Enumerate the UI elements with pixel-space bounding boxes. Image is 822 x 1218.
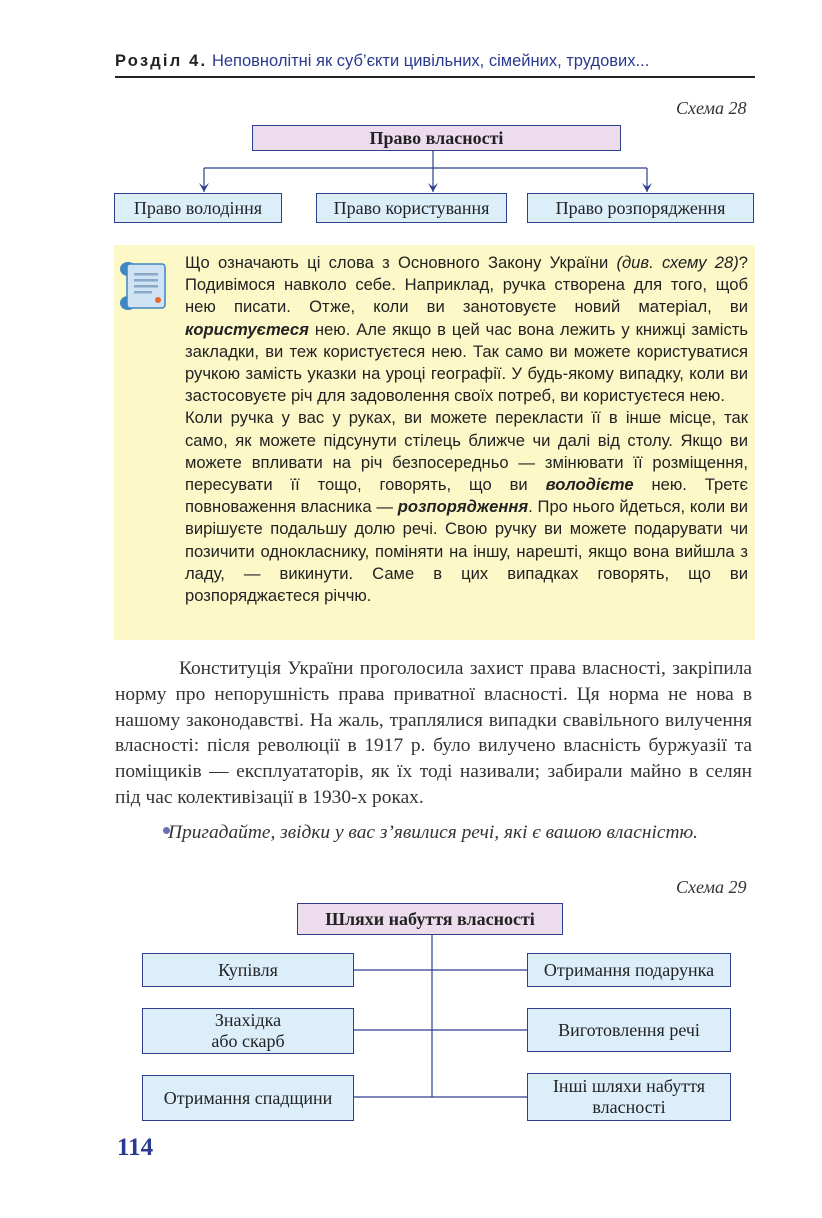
scheme-29-find: Знахідка або скарб bbox=[142, 1008, 354, 1054]
scheme-28-leaf-disposal: Право розпорядження bbox=[527, 193, 754, 223]
scheme-reference: (див. схему 28) bbox=[616, 253, 739, 272]
note-text-run: . Про нього йдеться, коли ви вирішуєте подальшу долю речі. Свою ручку ви можете подарувати чи позичити однокласнику, поміняти на іншу, нарешті, якщо вона вийшла з ладу, — викинути. Саме в цих випадках говорять, що ви розпоряджаєтеся річчю. bbox=[185, 497, 748, 606]
section-title: Неповнолітні як суб’єкти цивільних, сімейних, трудових... bbox=[211, 52, 650, 70]
scheme-28-leaf-use: Право користування bbox=[316, 193, 507, 223]
main-text bbox=[115, 656, 752, 811]
scheme-29-top-box: Шляхи набуття власності bbox=[297, 903, 563, 935]
scheme-28-top-box: Право власності bbox=[252, 125, 621, 151]
task-text: Пригадайте, звідки у вас з’явилися речі, які є вашою власністю. bbox=[168, 822, 698, 843]
scheme-28-leaf-possession: Право володіння bbox=[114, 193, 282, 223]
note-text-run: ? Подивімося навколо себе. Наприклад, ручка створена для того, щоб нею писати. Отже, коли ви занотовуєте новий матеріал, ви bbox=[185, 253, 748, 317]
scheme-29-label: Схема 29 bbox=[676, 877, 747, 897]
scheme-29-gift: Отримання подарунка bbox=[527, 953, 731, 987]
main-paragraph: Конституція України проголосила захист права власності, закріпила норму про непорушність права приватної власності. Ця норма не нова в нашому законодавстві. На жаль, траплялися випадки свавільного вилучення власності: після революції в 1917 р. було вилучено власність буржуазії та поміщиків — експлуататорів, як їх тоді називали; забирали майно в селян під час колективізації в 1930-х роках. bbox=[115, 658, 752, 808]
section-number: Розділ 4. bbox=[115, 52, 208, 70]
note-paragraph-1 bbox=[185, 252, 748, 407]
note-text-run: нею. Але якщо в цей час вона лежить у книжці замість закладки, ви теж користуєтеся нею. Так само ви можете користуватися ручкою замість указки на уроці географії. У будь-якому випадку, коли ви застосовуєте річ для задоволення своїх потреб, ви користуєтеся нею. bbox=[185, 319, 748, 406]
term-use: користуєтеся bbox=[185, 319, 309, 339]
note-text-run: нею. Третє повноваження власника — bbox=[185, 475, 748, 517]
scheme-29-other: Інші шляхи набуття власності bbox=[527, 1073, 731, 1121]
page-number: 114 bbox=[117, 1134, 154, 1161]
document-note-icon bbox=[118, 259, 174, 313]
note-text-run: Що означають ці слова з Основного Закону України bbox=[185, 253, 617, 272]
term-possession: володієте bbox=[545, 475, 634, 495]
scheme-29-connectors bbox=[353, 934, 528, 1097]
scheme-28-connectors bbox=[204, 150, 647, 192]
scheme-28-label: Схема 28 bbox=[676, 98, 747, 118]
scheme-29-making: Виготовлення речі bbox=[527, 1008, 731, 1052]
note-text-run: Коли ручка у вас у руках, ви можете перекласти її в інше місце, так само, як можете підсунути стілець ближче чи далі від столу. Якщо ви можете впливати на річ безпосередньо — змінювати її розміщення, пересувати її тощо, говорять, що ви bbox=[185, 408, 748, 495]
term-disposal: розпорядження bbox=[397, 497, 529, 517]
note-paragraph-2 bbox=[185, 407, 748, 607]
scheme-29-inheritance: Отримання спадщини bbox=[142, 1075, 354, 1121]
scheme-29-purchase: Купівля bbox=[142, 953, 354, 987]
note-text bbox=[185, 252, 748, 607]
